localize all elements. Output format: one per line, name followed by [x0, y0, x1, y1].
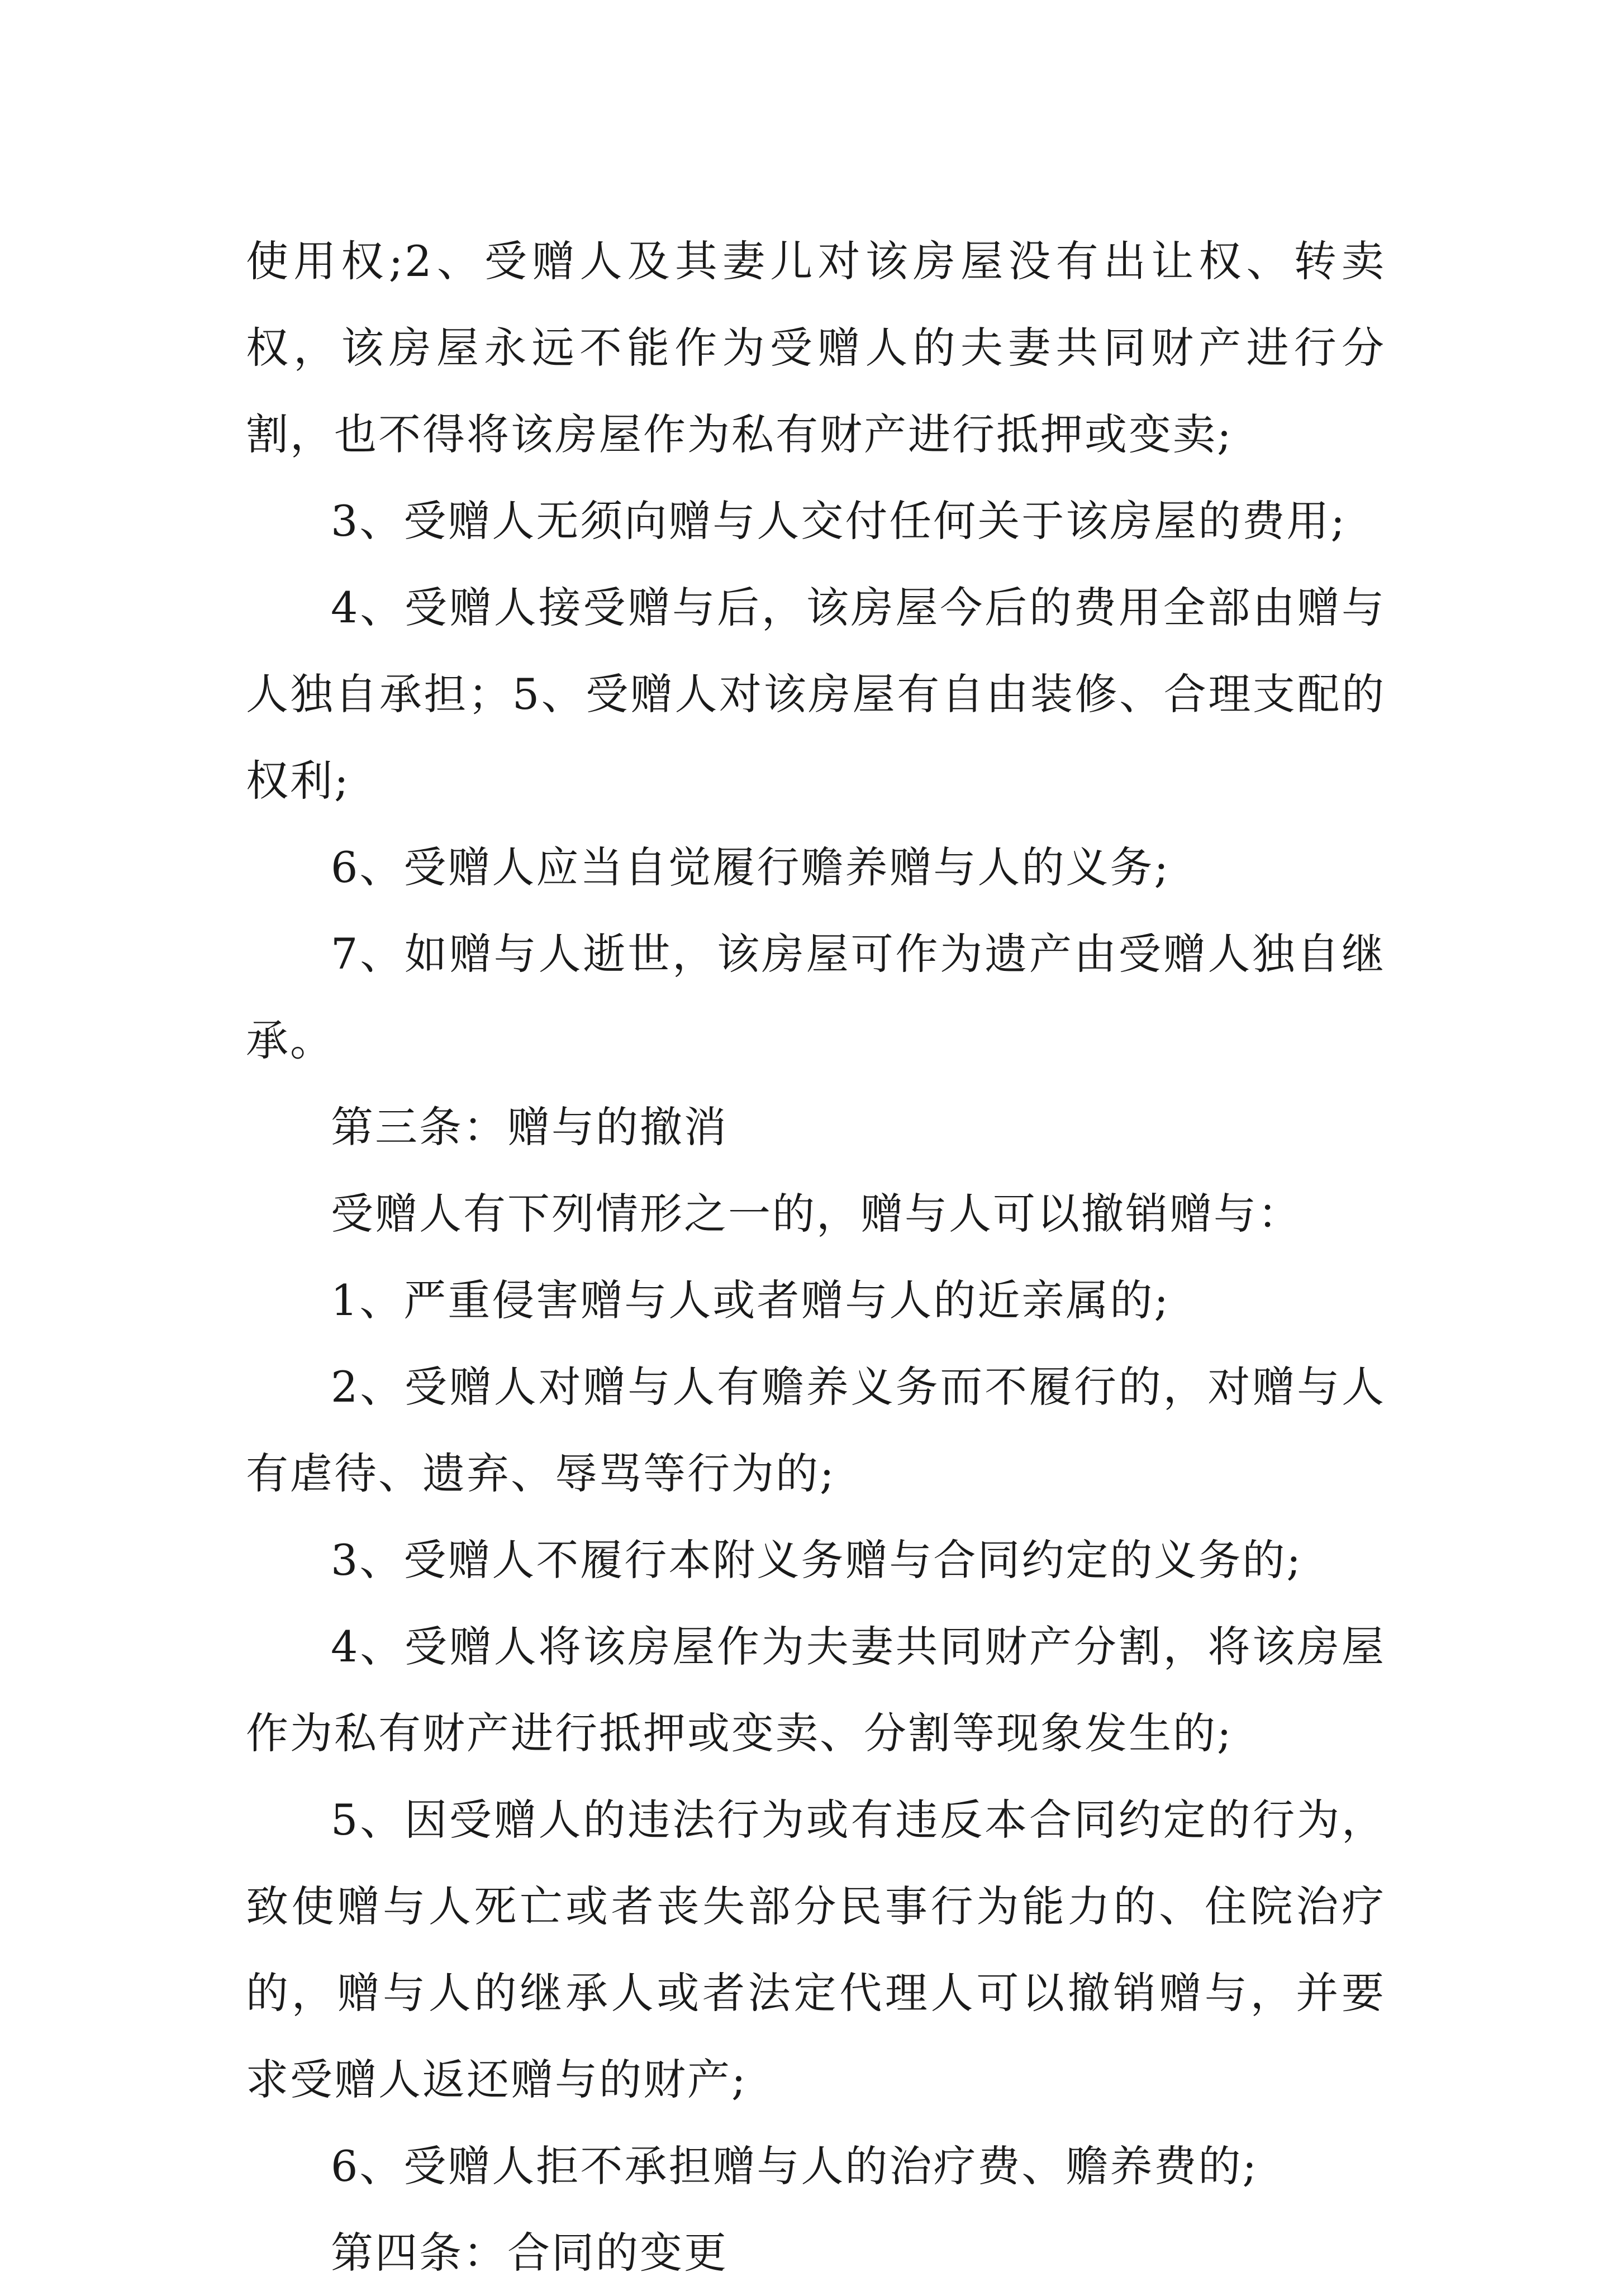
paragraph-revocation-intro: 受赠人有下列情形之一的，赠与人可以撤销赠与： [331, 1189, 1302, 1238]
paragraph-revocation-2: 2、受赠人对赠与人有赡养义务而不履行的，对赠与人有虐待、遗弃、辱骂等行为的; [246, 1362, 1386, 1498]
paragraph-continuation: 使用权;2、受赠人及其妻儿对该房屋没有出让权、转卖权，该房屋永远不能作为受赠人的夫妻共同财产进行分割，也不得将该房屋作为私有财产进行抵押或变卖; [246, 236, 1386, 459]
paragraph-revocation-5: 5、因受赠人的违法行为或有违反本合同约定的行为，致使赠与人死亡或者丧失部分民事行为能力的、住院治疗的，赠与人的继承人或者法定代理人可以撤销赠与，并要求受赠人返还赠与的财产; [246, 1795, 1386, 2104]
paragraph-item-3: 3、受赠人无须向赠与人交付任何关于该房屋的费用; [331, 496, 1347, 546]
document-body [246, 218, 1386, 2296]
paragraph-revocation-3: 3、受赠人不履行本附义务赠与合同约定的义务的; [331, 1535, 1302, 1585]
section-heading-article-3: 第三条：赠与的撤消 [331, 1102, 728, 1152]
paragraph-item-6: 6、受赠人应当自觉履行赡养赠与人的义务; [331, 842, 1170, 892]
section-heading-article-4: 第四条：合同的变更 [331, 2228, 728, 2278]
paragraph-revocation-4: 4、受赠人将该房屋作为夫妻共同财产分割，将该房屋作为私有财产进行抵押或变卖、分割等现象发生的; [246, 1622, 1386, 1758]
paragraph-item-7: 7、如赠与人逝世，该房屋可作为遗产由受赠人独自继承。 [246, 929, 1386, 1065]
paragraph-revocation-6: 6、受赠人拒不承担赠与人的治疗费、赡养费的; [331, 2141, 1258, 2191]
paragraph-item-4-5: 4、受赠人接受赠与后，该房屋今后的费用全部由赠与人独自承担；5、受赠人对该房屋有自由装修、合理支配的权利; [246, 583, 1386, 806]
paragraph-revocation-1: 1、严重侵害赠与人或者赠与人的近亲属的; [331, 1275, 1170, 1325]
